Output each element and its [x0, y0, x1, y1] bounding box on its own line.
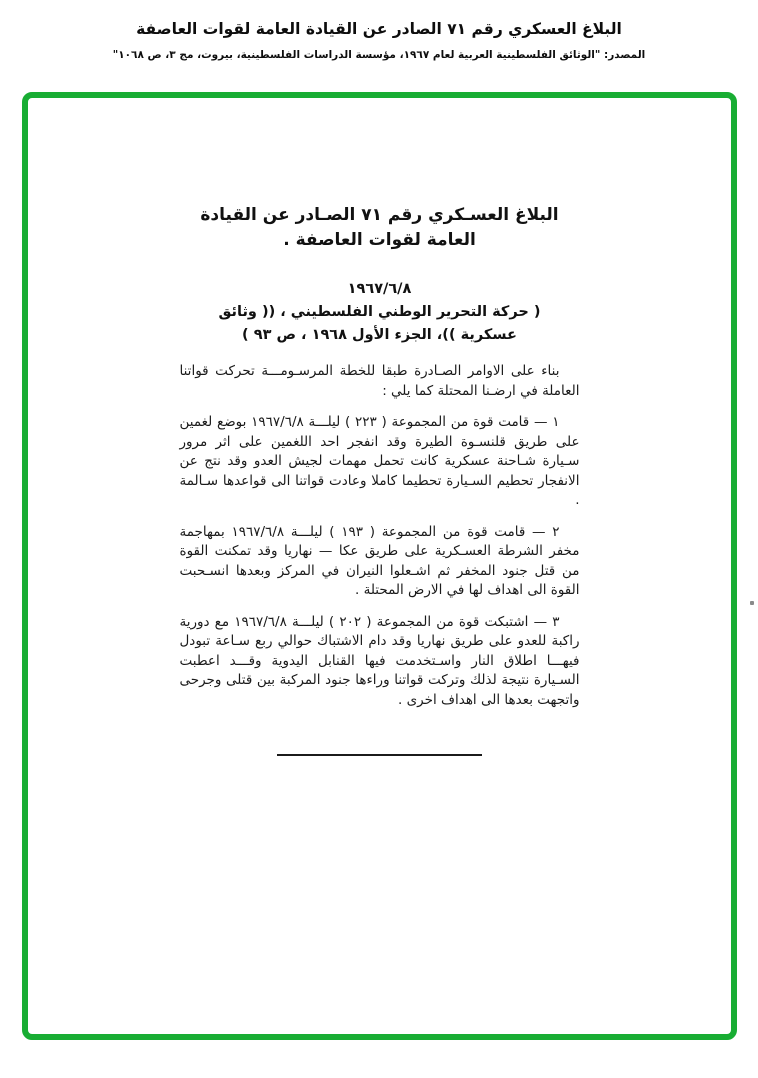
- document-citation-line-2: عسكرية ))، الجزء الأول ١٩٦٨ ، ص ٩٣ ): [242, 327, 517, 343]
- green-frame: [22, 92, 737, 1040]
- document-date: ١٩٦٧/٦/٨: [347, 281, 412, 297]
- communique-item-1: ١ — قامت قوة من المجموعة ( ٢٢٣ ) ليلـــة ١٩٦٧/٦/٨ بوضع لغمين على طريق قلنسـوة الطيرة وقد انفجر احد اللغمين على اثر مرور سـيارة شـاحنة عسكرية كانت تحمل مهمات لجيش العدو وقد نتج عن الانفجار تحطيم السـيارة تحطيما كاملا وعادت قواتنا الى قواعدها سـالمة .: [179, 414, 580, 508]
- communique-item-3: ٣ — اشتبكت قوة من المجموعة ( ٢٠٢ ) ليلـــة ١٩٦٧/٦/٨ مع دورية راكبة للعدو على طريق نهاريا وقد دام الاشتباك حوالي ربع سـاعة تبودل فيهـــا اطلاق النار واسـتخدمت فيها القنابل اليدوية وقـــد اعطبت السـيارة نتيجة لذلك وتركت قواتنا وراءها جنود المركبة بين قتلى وجرحى واتجهت بعدها الى اهداف اخرى .: [179, 613, 580, 708]
- document-citation-line-1: ( حركة التحرير الوطني الفلسطيني ، (( وثائق: [218, 304, 541, 320]
- page-header: [0, 0, 758, 62]
- scan-artifact-dot: [750, 601, 754, 605]
- document-citation-block: [180, 278, 580, 347]
- document-title-line-1: البلاغ العسـكري رقم ٧١ الصـادر عن القيادة: [200, 205, 559, 225]
- document-title-line-2: العامة لقوات العاصفة .: [283, 230, 476, 250]
- document-title: [180, 203, 580, 253]
- document-body: [180, 203, 580, 756]
- header-source-line: المصدر: "الوثائق الفلسطينية العربية لعام ١٩٦٧، مؤسسة الدراسات الفلسطينية، بيروت، مج ٣، ص ١٠٦٨": [112, 49, 646, 61]
- header-title: البلاغ العسكري رقم ٧١ الصادر عن القيادة العامة لقوات العاصفة: [136, 20, 622, 38]
- footer-rule: [277, 754, 482, 756]
- intro-paragraph: بناء على الاوامر الصـادرة طبقا للخطة المرسـومـــة تحركت قواتنا العاملة في ارضـنا المحتلة كما يلي :: [179, 363, 580, 399]
- communique-item-2: ٢ — قامت قوة من المجموعة ( ١٩٣ ) ليلـــة ١٩٦٧/٦/٨ بمهاجمة مخفر الشرطة العسـكرية على طريق عكا — نهاريا وقد تمكنت القوة من قتل جنود المخفر ثم اشـعلوا النيران في المركز وبعدها انسـحبت القوة الى اهداف لها في الارض المحتلة .: [179, 523, 580, 598]
